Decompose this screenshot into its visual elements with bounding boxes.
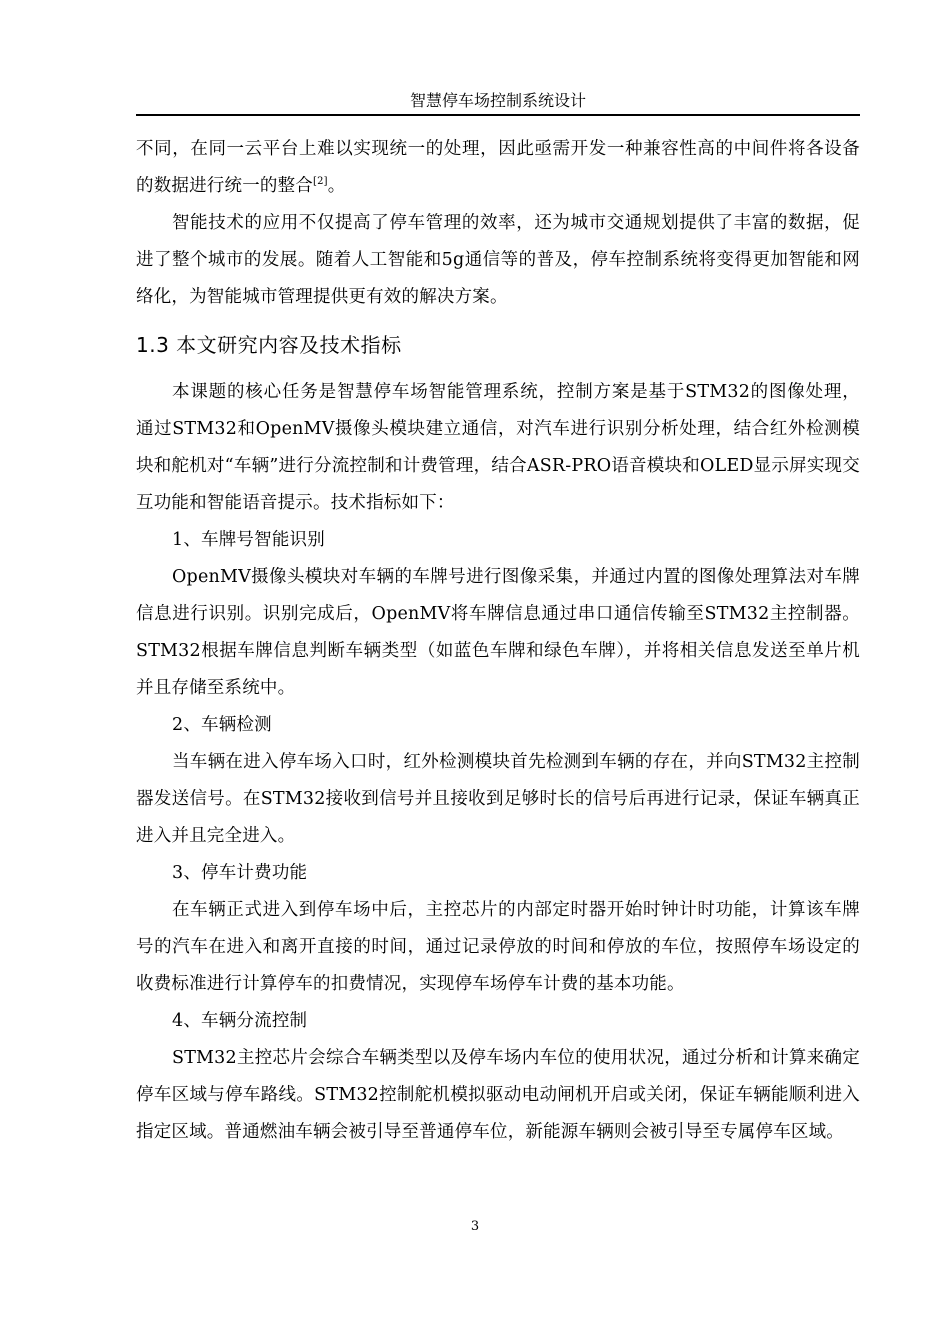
- list-item-title-1: 1、车牌号智能识别: [172, 530, 325, 550]
- paragraph-smart-tech: 智能技术的应用不仅提高了停车管理的效率，还为城市交通规划提供了丰富的数据，促进了整个城市的发展。随着人工智能和5g通信等的普及，停车控制系统将变得更加智能和网络化，为智能城市管理提供更有效的解决方案。: [136, 213, 860, 307]
- header-rule: [136, 114, 860, 116]
- paragraph-continued: [136, 131, 860, 205]
- section-heading: 1.3 本文研究内容及技术指标: [136, 333, 402, 357]
- list-item-text-1: OpenMV摄像头模块对车辆的车牌号进行图像采集，并通过内置的图像处理算法对车牌信息进行识别。识别完成后，OpenMV将车牌信息通过串口通信传输至STM32主控制器。STM32根据车牌信息判断车辆类型（如蓝色车牌和绿色车牌），并将相关信息发送至单片机并且存储至系统中。: [136, 567, 860, 698]
- citation-ref: [2]: [313, 176, 328, 187]
- page-number: 3: [470, 1219, 480, 1234]
- list-item-text-3: 在车辆正式进入到停车场中后，主控芯片的内部定时器开始时钟计时功能，计算该车牌号的汽车在进入和离开直接的时间，通过记录停放的时间和停放的车位，按照停车场设定的收费标准进行计算停车的扣费情况，实现停车场停车计费的基本功能。: [136, 900, 860, 994]
- running-header: 智慧停车场控制系统设计: [409, 91, 586, 110]
- document-body: [136, 131, 860, 1151]
- paragraph-core-task: 本课题的核心任务是智慧停车场智能管理系统，控制方案是基于STM32的图像处理， 通过STM32和OpenMV摄像头模块建立通信，对汽车进行识别分析处理，结合红外检测模块和舵机对“车辆”进行分流控制和计费管理，结合ASR-PRO语音模块和OLED显示屏实现交互功能和智能语音提示。技术指标如下：: [136, 382, 860, 513]
- paragraph-text: 不同，在同一云平台上难以实现统一的处理，因此亟需开发一种兼容性高的中间件将各设备的数据进行统一的整合: [136, 139, 860, 196]
- paragraph-end: 。: [327, 176, 346, 196]
- list-item-text-4: STM32主控芯片会综合车辆类型以及停车场内车位的使用状况，通过分析和计算来确定停车区域与停车路线。STM32控制舵机模拟驱动电动闸机开启或关闭，保证车辆能顺利进入指定区域。普通燃油车辆会被引导至普通停车位，新能源车辆则会被引导至专属停车区域。: [136, 1048, 860, 1142]
- list-item-text-2: 当车辆在进入停车场入口时，红外检测模块首先检测到车辆的存在，并向STM32主控制器发送信号。在STM32接收到信号并且接收到足够时长的信号后再进行记录，保证车辆真正进入并且完全进入。: [136, 752, 860, 846]
- list-item-title-3: 3、停车计费功能: [172, 863, 308, 883]
- list-item-title-2: 2、车辆检测: [172, 715, 272, 735]
- list-item-title-4: 4、车辆分流控制: [172, 1011, 308, 1031]
